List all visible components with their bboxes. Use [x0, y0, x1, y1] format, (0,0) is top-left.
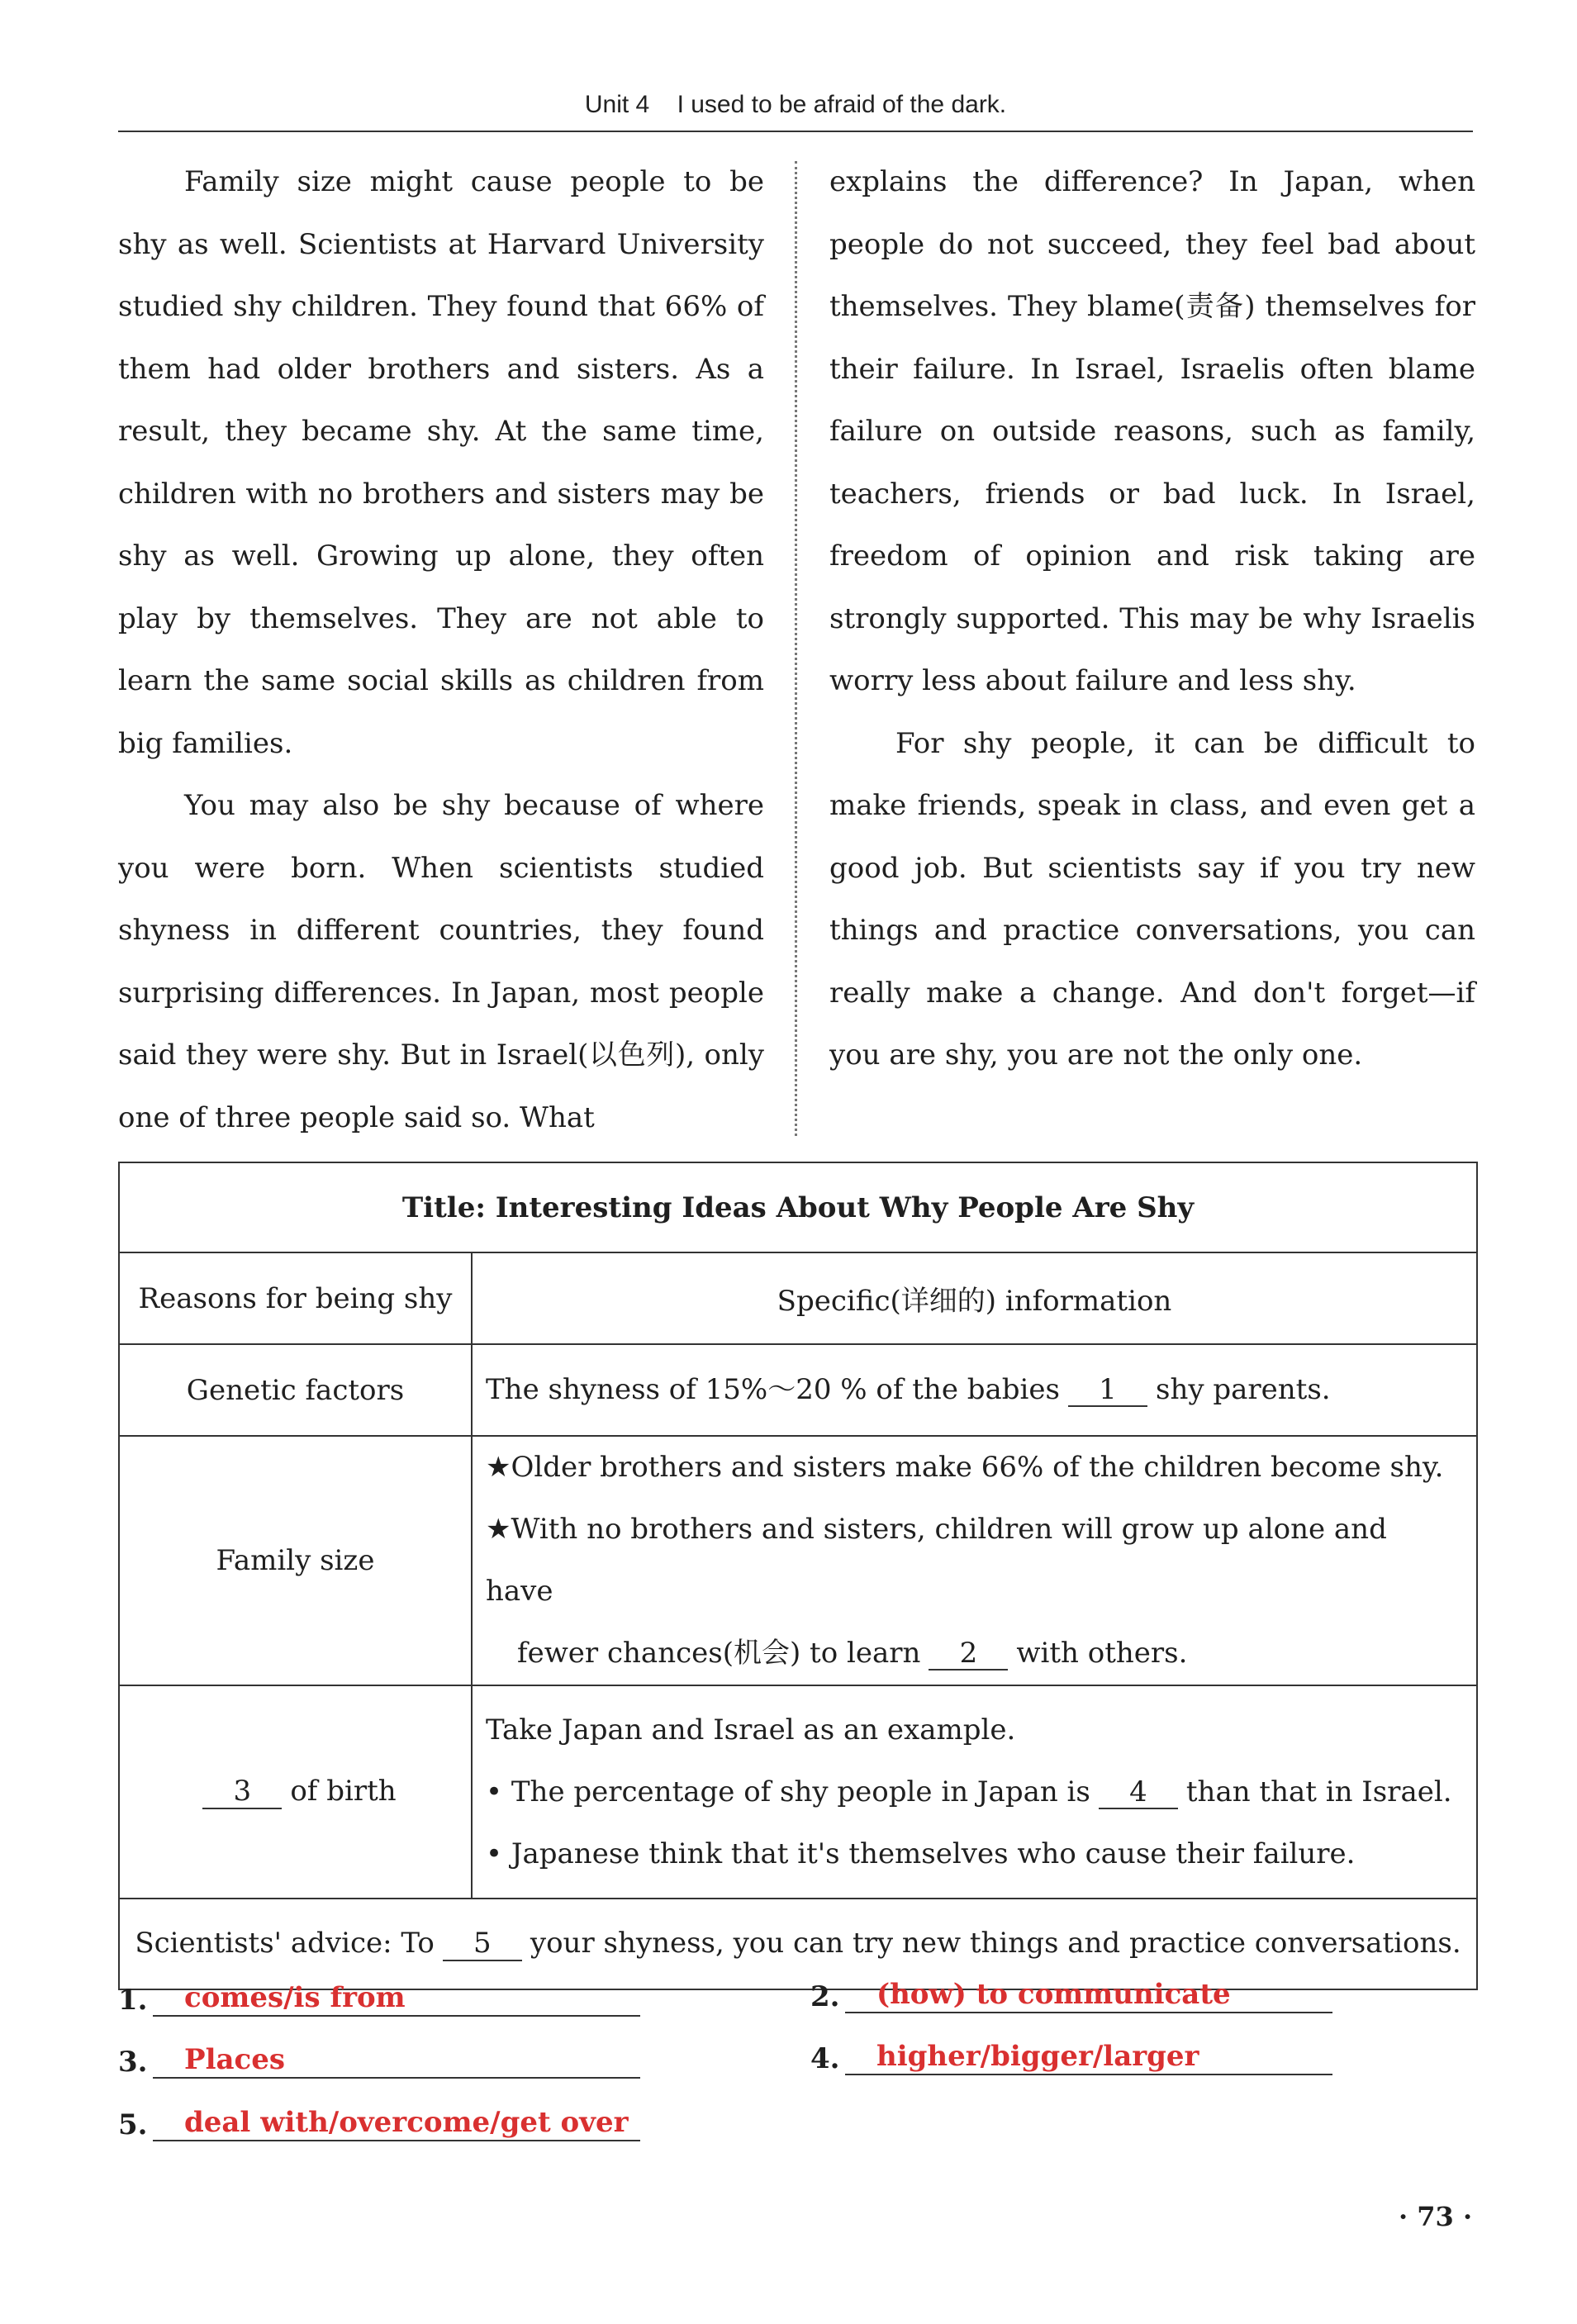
answer-item [810, 1978, 1332, 2013]
table-row [119, 1436, 1477, 1685]
info-genetic [472, 1344, 1477, 1436]
info-text: • The percentage of shy people in Japan is [486, 1775, 1090, 1808]
header-reasons: Reasons for being shy [119, 1252, 472, 1344]
info-family [472, 1436, 1477, 1685]
paragraph: Family size might cause people to be shy as well. Scientists at Harvard University studied shy children. They found that 66% of them had older brothers and sisters. As a result, they became shy. At the same time, children with no brothers and sisters may be shy as well. Growing up alone, they often play by themselves. They are not able to learn the same social skills as children from big families. [118, 165, 764, 760]
info-line: Take Japan and Israel as an example. [486, 1713, 1016, 1747]
info-text: fewer chances(机会) to learn [517, 1637, 921, 1670]
info-text: The shyness of 15%～20 % of the babies [486, 1373, 1060, 1406]
reason-genetic: Genetic factors [119, 1344, 472, 1436]
column-divider [795, 161, 797, 1136]
answer-text: higher/bigger/larger [845, 2040, 1332, 2075]
answer-number: 5. [118, 2108, 148, 2141]
header-rule [118, 131, 1473, 132]
answer-item [118, 2106, 640, 2141]
page-number: · 73 · [1399, 2201, 1473, 2232]
answer-item [118, 1981, 640, 2017]
running-header [118, 91, 1473, 119]
answer-number: 3. [118, 2045, 148, 2079]
answer-text: Places [153, 2043, 640, 2079]
passage-right-column [829, 151, 1475, 1087]
answer-text: (how) to communicate [845, 1978, 1332, 2013]
header-specific-info: Specific(详细的) information [472, 1252, 1477, 1344]
unit-label: Unit 4 [584, 91, 650, 118]
blank-5[interactable]: 5 [443, 1928, 522, 1960]
info-line: ★Older brothers and sisters make 66% of the children become shy. [486, 1451, 1444, 1484]
table-row [119, 1899, 1477, 1989]
blank-2[interactable]: 2 [929, 1638, 1008, 1671]
info-line: ★With no brothers and sisters, children will grow up alone and have [486, 1513, 1387, 1608]
answer-item [810, 2040, 1332, 2075]
advice-text: your shyness, you can try new things and practice conversations. [530, 1927, 1461, 1960]
info-text: than that in Israel. [1185, 1775, 1452, 1808]
passage-left-column [118, 151, 764, 1149]
info-birth [472, 1685, 1477, 1899]
info-text: with others. [1016, 1637, 1188, 1670]
table-row [119, 1344, 1477, 1436]
blank-4[interactable]: 4 [1099, 1777, 1178, 1809]
unit-title: I used to be afraid of the dark. [677, 91, 1007, 118]
answer-text: deal with/overcome/get over [153, 2106, 640, 2141]
answer-number: 4. [810, 2041, 840, 2075]
reason-family-size: Family size [119, 1436, 472, 1685]
answer-item [118, 2043, 640, 2079]
table-title: Title: Interesting Ideas About Why People Are Shy [119, 1162, 1477, 1252]
info-line: • Japanese think that it's themselves who cause their failure. [486, 1837, 1356, 1870]
scientists-advice [119, 1899, 1477, 1989]
advice-text: Scientists' advice: To [135, 1927, 435, 1960]
reason-place-of-birth [119, 1685, 472, 1899]
paragraph: explains the difference? In Japan, when people do not succeed, they feel bad about themselves. They blame(责备) themselves for their failure. In Israel, Israelis often blame failure on outside reasons, such as family, teachers, friends or bad luck. In Israel, freedom of opinion and risk taking are strongly supported. This may be why Israelis worry less about failure and less shy. [829, 165, 1475, 697]
info-line [486, 1623, 1463, 1685]
table-row [119, 1685, 1477, 1899]
reason-label: of birth [290, 1775, 397, 1808]
summary-table [118, 1162, 1478, 1990]
info-line [486, 1761, 1463, 1823]
blank-3[interactable]: 3 [202, 1776, 282, 1808]
paragraph: For shy people, it can be difficult to make friends, speak in class, and even get a good job. But scientists say if you try new things and practice conversations, you can really make a change. And don't forget—if you are shy, you are not the only one. [829, 726, 1475, 1072]
answer-number: 2. [810, 1979, 840, 2013]
paragraph: You may also be shy because of where you were born. When scientists studied shyness in different countries, they found surprising differences. In Japan, most people said they were shy. But in Israel(以色列), only one of three people said so. What [118, 789, 764, 1134]
answer-number: 1. [118, 1983, 148, 2017]
blank-1[interactable]: 1 [1068, 1375, 1147, 1407]
answer-text: comes/is from [153, 1981, 640, 2017]
info-text: shy parents. [1156, 1373, 1331, 1406]
